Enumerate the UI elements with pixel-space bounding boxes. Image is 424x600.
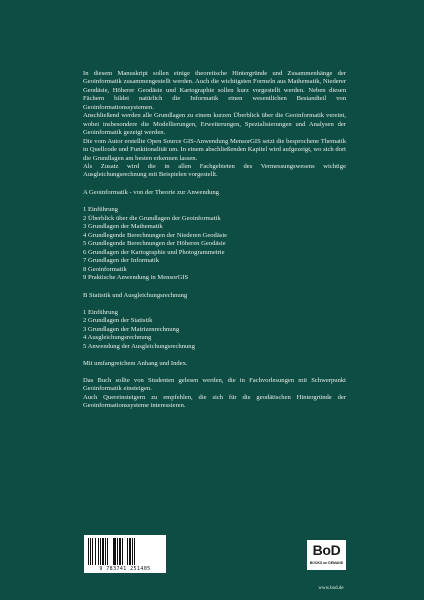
blurb-text-block — [83, 70, 346, 410]
contents-item: 3 Grundlagen der Mathematik — [83, 223, 163, 231]
contents-item: 5 Anwendung der Ausgleichungsrechnung — [83, 342, 195, 350]
intro-paragraph-3: Die vom Autor erstellte Open Source GIS-Anwendung MensorGIS setzt die besprochene Thematik in Quellcode und Funktionalität um. In einem abschließenden Kapitel wird aufgezeigt, wo sich dort die Grundlagen am besten erkennen lassen. — [83, 137, 346, 162]
section-b-contents — [83, 309, 346, 351]
barcode-bars — [88, 538, 162, 565]
section-a-contents — [83, 206, 346, 282]
contents-item: 5 Grundlegende Berechnungen der Höheren Geodäsie — [83, 240, 226, 248]
publisher-logo — [307, 540, 346, 570]
contents-item: 3 Grundlagen der Matrizenrechnung — [83, 325, 180, 333]
appendix-note: Mit umfangreichem Anhang und Index. — [83, 359, 188, 367]
contents-item: 1 Einführung — [83, 206, 118, 214]
intro-paragraph-2: Anschließend werden alle Grundlagen zu einem kurzen Überblick über die Geoinformatik vereint, wobei insbesondere die Modellierungen, Erweiterungen, Spezialisierungen und Analysen der Geoinformatik gezeigt werden. — [83, 112, 346, 137]
contents-item: 4 Grundlegende Berechnungen der Niederen Geodäsie — [83, 231, 228, 239]
contents-item: 6 Grundlagen der Kartographie und Photogrammetrie — [83, 248, 225, 256]
section-a-heading: A Geoinformatik - von der Theorie zur Anwendung — [83, 189, 219, 197]
barcode-bar — [137, 538, 138, 565]
contents-item: 7 Grundlagen der Informatik — [83, 257, 159, 265]
contents-item: 8 Geoinformatik — [83, 265, 127, 273]
audience-paragraph-1: Das Buch sollte von Studenten gelesen werden, die in Fachvorlesungen mit Schwerpunkt Geoinformatik einsteigen. — [83, 376, 346, 393]
publisher-url: www.bod.de — [318, 586, 344, 591]
intro-paragraph-1: In diesem Manuskript sollen einige theoretische Hintergründe und Zusammenhänge der Geoinformatik zusammengestellt werden. Auch die wichtigsten Formeln aus Mathematik, Niederer Geodäsie, Höherer Geodäsie und Kartographie sollen kurz vorgestellt werden. Neben diesen Fächern bildet natürlich die Informatik einen wesentlichen Bestandteil von Geoinformationssystemen. — [83, 70, 346, 111]
contents-item: 1 Einführung — [83, 308, 118, 316]
isbn-barcode — [84, 535, 166, 573]
contents-item: 4 Ausgleichungsrechnung — [83, 334, 152, 342]
publisher-tagline: BOOKS on DEMAND — [309, 561, 344, 565]
contents-item: 2 Grundlagen der Statistik — [83, 317, 153, 325]
contents-item: 9 Praktische Anwendung in MensorGIS — [83, 273, 189, 281]
section-b-heading: B Statistik und Ausgleichungsrechnung — [83, 291, 188, 299]
audience-paragraph-2: Auch Quereinsteigern zu empfehlen, die sich für die geodätischen Hintergründe der Geoinformationssysteme interessieren. — [83, 393, 346, 409]
publisher-logo-mark: BoD — [312, 542, 341, 558]
barcode-number: 9 783741 251405 — [99, 566, 151, 572]
contents-item: 2 Überblick über die Grundlagen der Geoinformatik — [83, 214, 221, 222]
intro-paragraph-4: Als Zusatz wird die in allen Fachgebieten des Vermessungswesens wichtige Ausgleichungsrechnung mit Beispielen vorgestellt. — [83, 162, 346, 179]
